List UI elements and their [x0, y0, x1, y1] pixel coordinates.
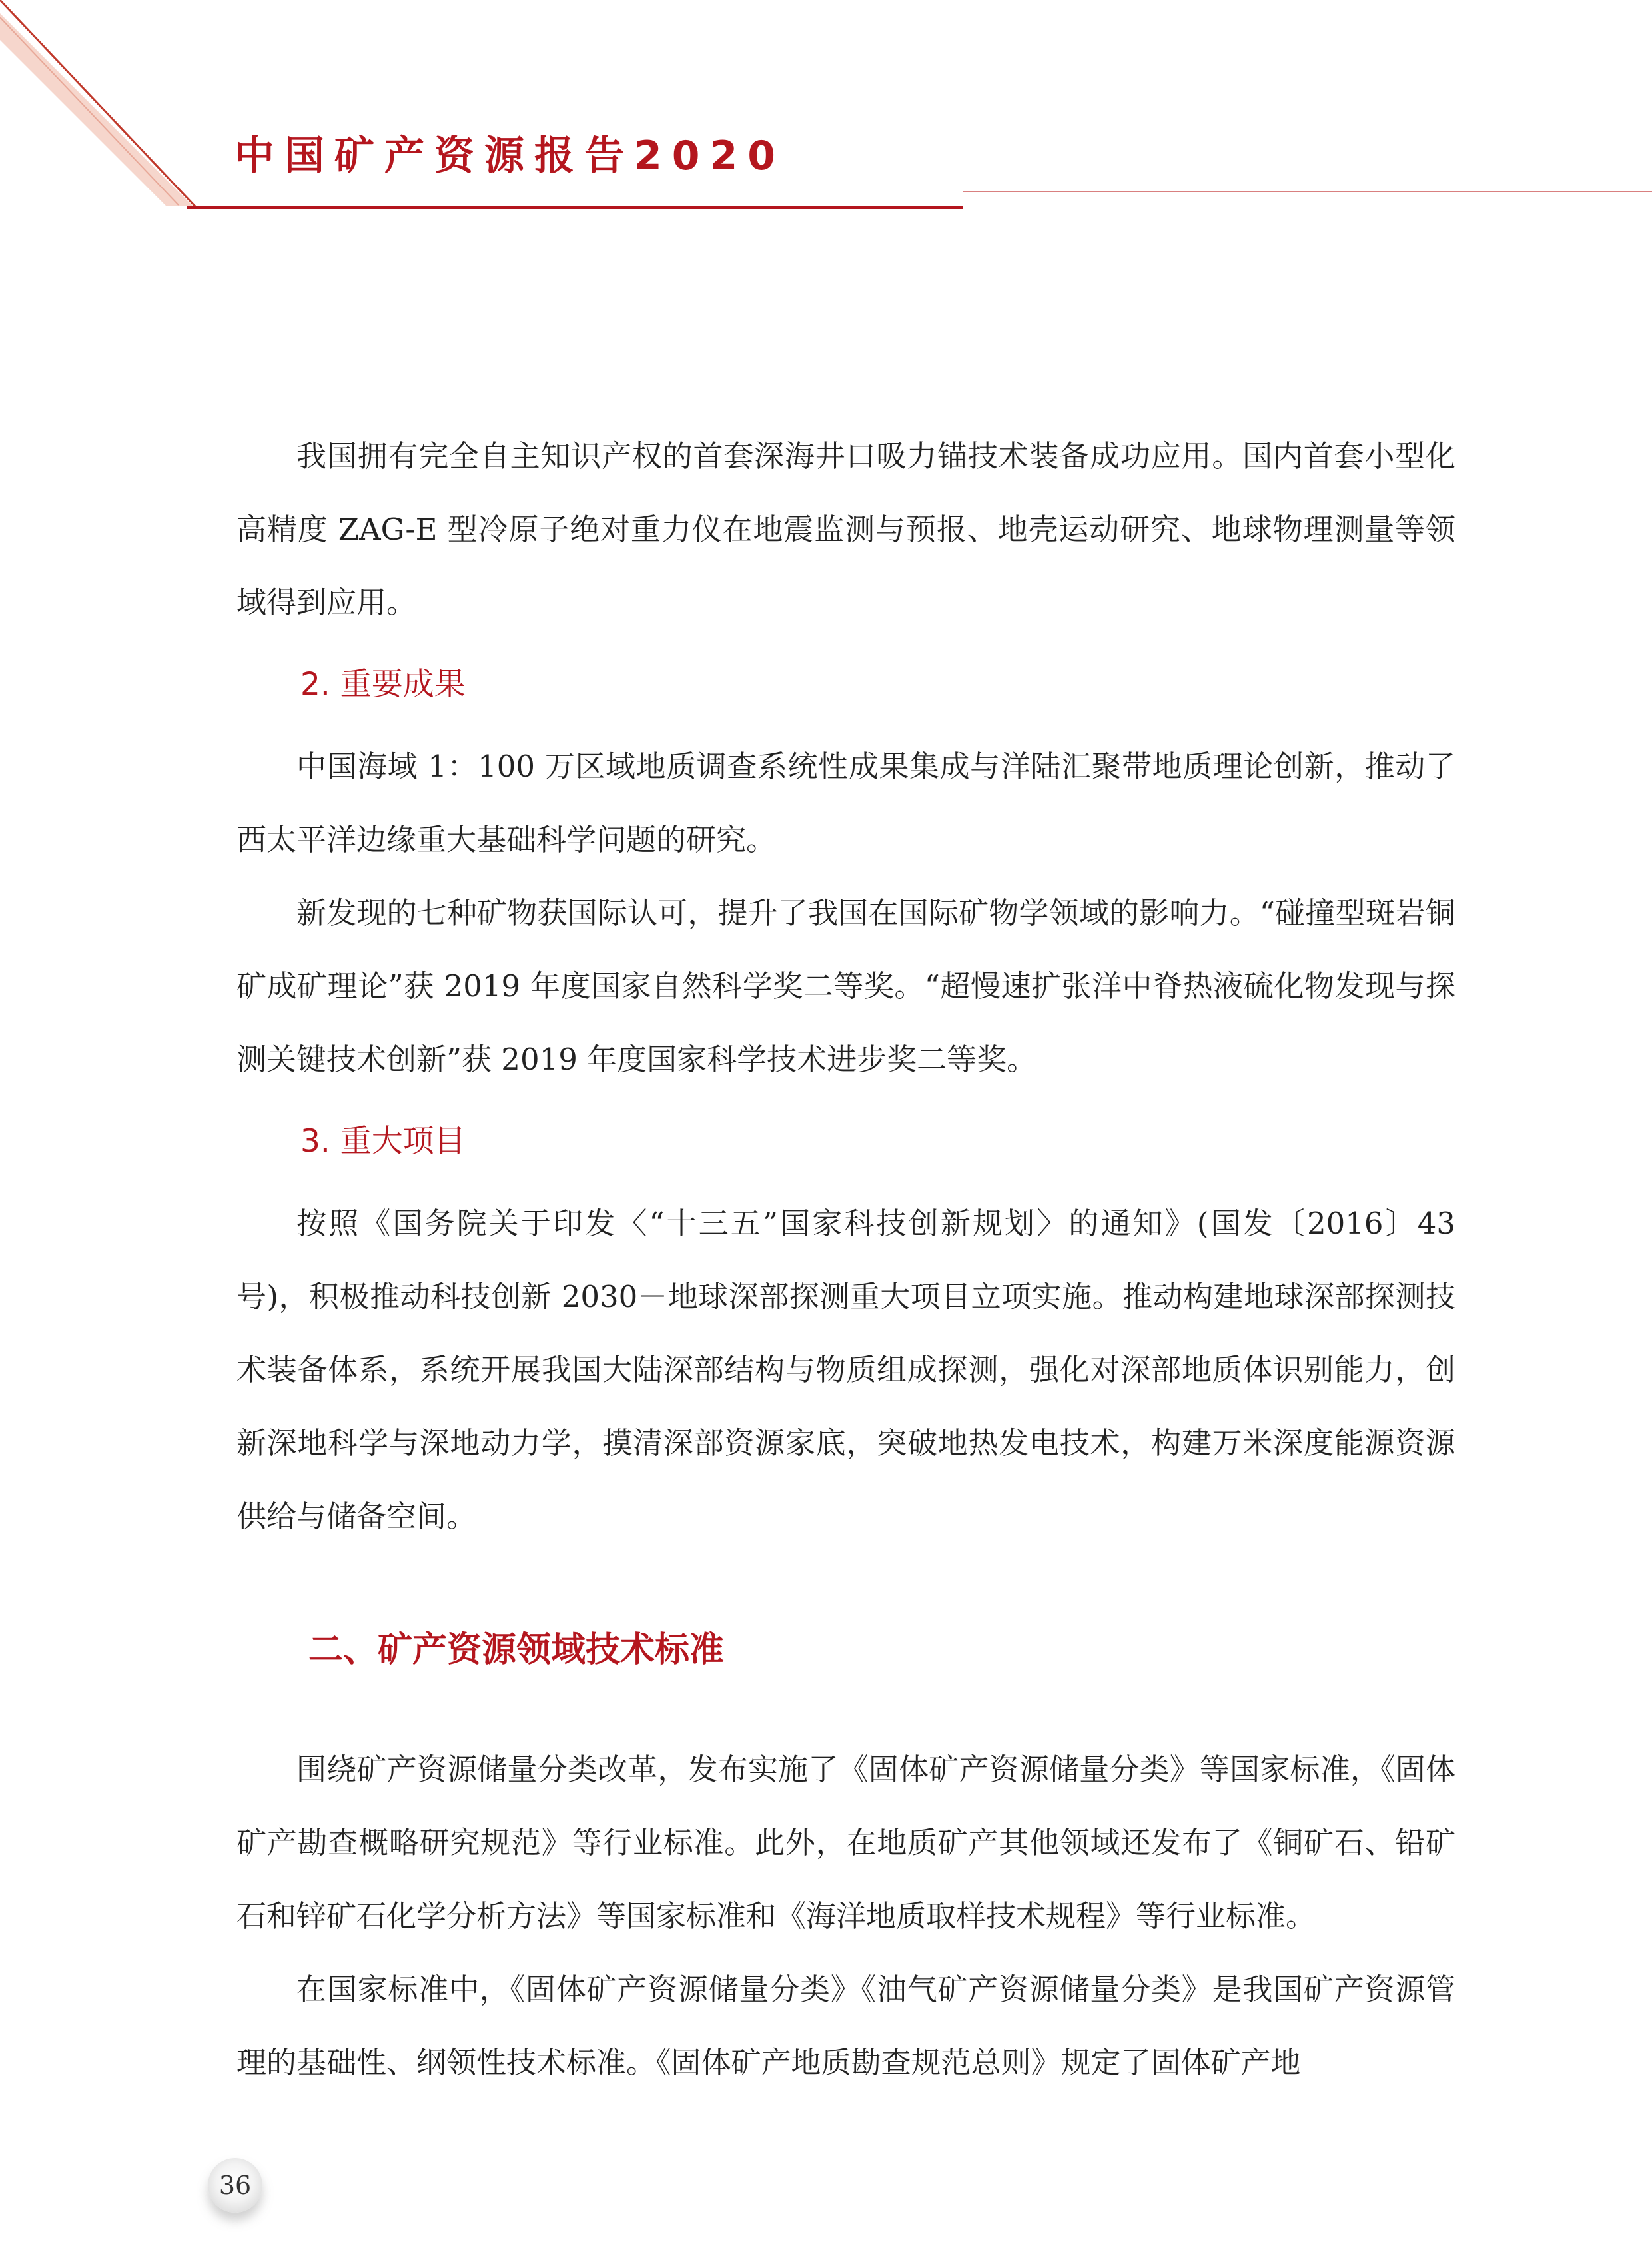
paragraph-sea-survey: 中国海域 1：100 万区域地质调查系统性成果集成与洋陆汇聚带地质理论创新，推动了西太平洋边缘重大基础科学问题的研究。	[236, 749, 1455, 857]
running-header-title: 中国矿产资源报告2020	[234, 133, 785, 179]
page-body	[236, 420, 1455, 2099]
paragraph-deep-earth: 按照《国务院关于印发〈“十三五”国家科技创新规划〉的通知》(国发〔2016〕43 号)，积极推动科技创新 2030－地球深部探测重大项目立项实施。推动构建地球深部探测技术装备体系，系统开展我国大陆深部结构与物质组成探测，强化对深部地质体识别能力，创新深地科学与深地动力学，摸清深部资源家底，突破地热发电技术，构建万米深度能源资源供给与储备空间。	[236, 1206, 1455, 1534]
paragraph-new-minerals: 新发现的七种矿物获国际认可，提升了我国在国际矿物学领域的影响力。“碰撞型斑岩铜矿成矿理论”获 2019 年度国家自然科学奖二等奖。“超慢速扩张洋中脊热液硫化物发现与探测关键技术创新”获 2019 年度国家科学技术进步奖二等奖。	[236, 895, 1455, 1077]
section-heading-standards: 二、矿产资源领域技术标准	[308, 1630, 725, 1670]
paragraph-national-standards: 在国家标准中，《固体矿产资源储量分类》《油气矿产资源储量分类》是我国矿产资源管理的基础性、纲领性技术标准。《固体矿产地质勘查规范总则》规定了固体矿产地	[236, 1972, 1455, 2080]
heading-important-achievements: 2. 重要成果	[300, 666, 466, 703]
page-number-badge	[208, 2158, 262, 2213]
paragraph-standards-reform: 围绕矿产资源储量分类改革，发布实施了《固体矿产资源储量分类》等国家标准，《固体矿产勘查概略研究规范》等行业标准。此外，在地质矿产其他领域还发布了《铜矿石、铅矿石和锌矿石化学分析方法》等国家标准和《海洋地质取样技术规程》等行业标准。	[236, 1752, 1455, 1934]
paragraph-intro: 我国拥有完全自主知识产权的首套深海井口吸力锚技术装备成功应用。国内首套小型化高精度 ZAG-E 型冷原子绝对重力仪在地震监测与预报、地壳运动研究、地球物理测量等领域得到应用。	[236, 438, 1455, 620]
header-decoration	[0, 0, 1652, 226]
heading-major-projects: 3. 重大项目	[300, 1123, 466, 1160]
page-number: 36	[218, 2171, 252, 2200]
